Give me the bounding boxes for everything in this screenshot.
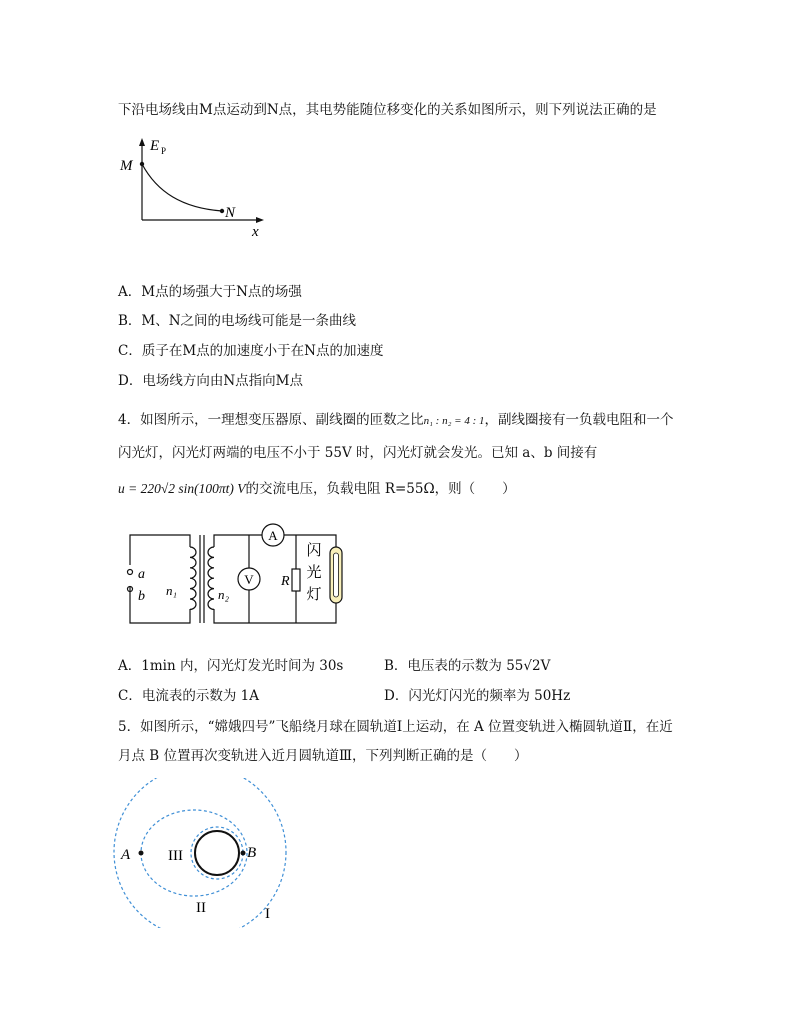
point-a (139, 851, 144, 856)
q4-line1 (118, 411, 674, 430)
secondary-coil (208, 547, 214, 609)
q4-option-c: C．电流表的示数为 1A (118, 688, 259, 704)
lamp-char-3: 灯 (306, 587, 322, 603)
energy-curve (142, 164, 222, 211)
q5-orbit-diagram (112, 778, 302, 932)
q5-line1: 5．如图所示，“嫦娥四号”飞船绕月球在圆轨道Ⅰ上运动，在 A 位置变轨进入椭圆轨道Ⅱ，在近 (118, 719, 673, 735)
y-axis-sub: P (161, 146, 167, 156)
moon (195, 831, 239, 875)
q3-option-a: A．M点的场强大于N点的场强 (118, 284, 302, 300)
point-m (140, 162, 144, 166)
label-b: B (247, 845, 257, 861)
lamp-char-1: 闪 (306, 543, 322, 559)
point-n (220, 209, 224, 213)
label-n2: n₂ (218, 587, 230, 602)
q4-line1-a: 4．如图所示，一理想变压器原、副线圈的匝数之比 (118, 412, 424, 428)
q3-option-c: C．质子在M点的加速度小于在N点的加速度 (118, 343, 384, 359)
y-axis-label: E (150, 138, 160, 154)
label-orbit-2: II (196, 900, 206, 916)
label-a: A (121, 847, 131, 863)
q5-line2: 月点 B 位置再次变轨进入近月圆轨道Ⅲ，下列判断正确的是（ ） (118, 748, 528, 764)
q4-circuit-diagram (118, 517, 358, 631)
label-orbit-1: I (265, 906, 270, 922)
q3-energy-graph (112, 132, 272, 246)
q4-line1-b: ，副线圈接有一负载电阻和一个 (484, 412, 674, 428)
x-axis-arrow (256, 217, 264, 223)
q4-option-d: D．闪光灯闪光的频率为 50Hz (384, 688, 571, 704)
label-n1: n₁ (166, 583, 178, 598)
q4-turns-ratio: n₁ : n₂ = 4 : 1 (423, 415, 485, 427)
q3-intro: 下沿电场线由M点运动到N点，其电势能随位移变化的关系如图所示，则下列说法正确的是 (118, 102, 657, 118)
y-axis-arrow (139, 138, 145, 146)
q4-line2: 闪光灯，闪光灯两端的电压不小于 55V 时，闪光灯就会发光。已知 a、b 间接有 (118, 445, 598, 461)
x-axis-label: x (252, 224, 259, 240)
label-n: N (225, 205, 236, 221)
label-orbit-3: III (168, 848, 183, 864)
lamp-char-2: 光 (306, 565, 322, 581)
q4-line3 (118, 480, 516, 498)
voltmeter-label: V (244, 572, 254, 587)
label-b: b (138, 589, 145, 604)
q3-option-b: B．M、N之间的电场线可能是一条曲线 (118, 313, 357, 329)
q4-option-b: B．电压表的示数为 55√2V (384, 658, 551, 674)
q4-formula: u = 220√2 sin(100πt) V (118, 481, 246, 496)
ammeter-label: A (268, 528, 278, 543)
q4-option-a: A．1min 内，闪光灯发光时间为 30s (118, 658, 344, 674)
label-a: a (138, 567, 145, 582)
primary-coil (190, 547, 196, 609)
resistor-label: R (281, 574, 290, 589)
terminal-a (128, 570, 133, 575)
point-b (241, 851, 246, 856)
resistor (292, 569, 300, 591)
q3-option-d: D．电场线方向由N点指向M点 (118, 373, 303, 389)
label-m: M (120, 158, 133, 174)
q4-line3-text: 的交流电压，负载电阻 R=55Ω，则（ ） (245, 481, 516, 497)
